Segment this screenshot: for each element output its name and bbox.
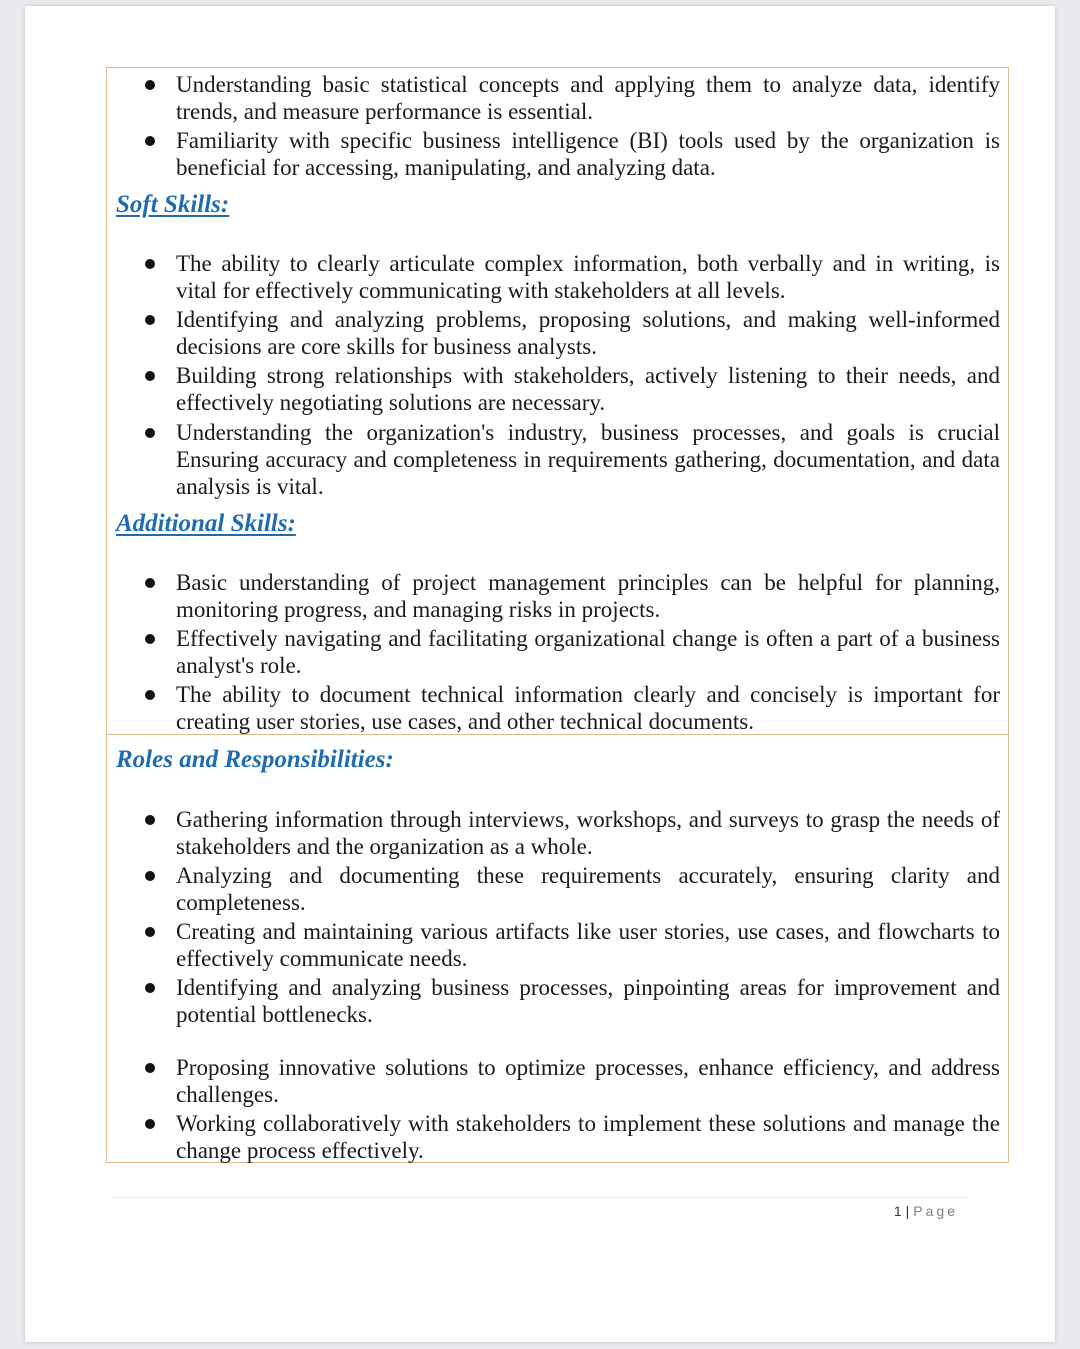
footer-separator: |	[905, 1203, 910, 1219]
roles-heading: Roles and Responsibilities:	[116, 746, 394, 773]
bullet-icon	[145, 428, 155, 438]
bullet-icon	[145, 578, 155, 588]
page-number: 1	[893, 1203, 902, 1219]
bullet-icon	[145, 983, 155, 993]
bullet-icon	[145, 871, 155, 881]
bullet-icon	[145, 1119, 155, 1129]
bullet-icon	[145, 690, 155, 700]
page-label: Page	[913, 1203, 958, 1219]
bullet-icon	[145, 634, 155, 644]
bullet-icon	[145, 80, 155, 90]
soft-skills-heading: Soft Skills:	[116, 191, 230, 218]
list-item: The ability to document technical information clearly and concisely is important for creating user stories, use cases, and other technical documents.	[176, 682, 1000, 734]
bullet-icon	[145, 315, 155, 325]
bullet-icon	[145, 815, 155, 825]
list-item: Understanding the organization's industry, business processes, and goals is crucial Ensuring accuracy and completeness in requirements gathering, documentation, and data analysis is vital.	[176, 420, 1000, 499]
bullet-icon	[145, 927, 155, 937]
list-item: Building strong relationships with stakeholders, actively listening to their needs, and effectively negotiating solutions are necessary.	[176, 363, 1000, 415]
bullet-icon	[145, 1063, 155, 1073]
list-item: Identifying and analyzing business processes, pinpointing areas for improvement and potential bottlenecks.	[176, 975, 1000, 1027]
list-item: The ability to clearly articulate complex information, both verbally and in writing, is vital for effectively communicating with stakeholders at all levels.	[176, 251, 1000, 303]
list-item: Identifying and analyzing problems, proposing solutions, and making well-informed decisions are core skills for business analysts.	[176, 307, 1000, 359]
list-item: Familiarity with specific business intelligence (BI) tools used by the organization is beneficial for accessing, manipulating, and analyzing data.	[176, 128, 1000, 180]
bullet-icon	[145, 259, 155, 269]
footer-rule	[112, 1197, 968, 1198]
list-item: Analyzing and documenting these requirements accurately, ensuring clarity and completeness.	[176, 863, 1000, 915]
list-item: Creating and maintaining various artifacts like user stories, use cases, and flowcharts to effectively communicate needs.	[176, 919, 1000, 971]
list-item: Understanding basic statistical concepts and applying them to analyze data, identify trends, and measure performance is essential.	[176, 72, 1000, 124]
list-item: Proposing innovative solutions to optimize processes, enhance efficiency, and address challenges.	[176, 1055, 1000, 1107]
list-item: Gathering information through interviews, workshops, and surveys to grasp the needs of stakeholders and the organization as a whole.	[176, 807, 1000, 859]
additional-skills-heading: Additional Skills:	[116, 510, 296, 537]
list-item: Working collaboratively with stakeholders to implement these solutions and manage the change process effectively.	[176, 1111, 1000, 1163]
page-footer	[894, 1202, 958, 1220]
list-item: Effectively navigating and facilitating organizational change is often a part of a business analyst's role.	[176, 626, 1000, 678]
bullet-icon	[145, 371, 155, 381]
bullet-icon	[145, 136, 155, 146]
list-item: Basic understanding of project management principles can be helpful for planning, monitoring progress, and managing risks in projects.	[176, 570, 1000, 622]
